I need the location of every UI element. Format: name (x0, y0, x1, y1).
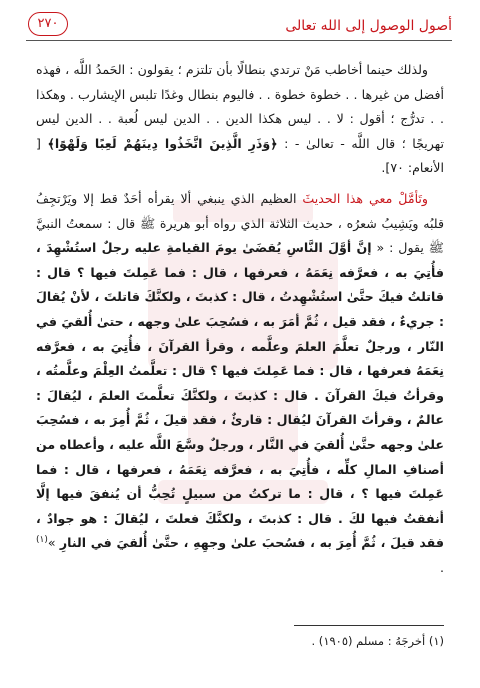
header-rule (26, 40, 452, 41)
paragraph-1 (36, 58, 444, 181)
hadith-close: » (47, 535, 60, 551)
paragraph-2 (36, 187, 444, 581)
paragraph-1-text: ولذلك حينما أخاطب مَنْ ترتدي بنطالًا بأن تلتزم ؛ يقولون : الحَمدُ اللَّه ، فهذه أفضل من غيرها . . خطوة خطوة . . فاليوم بنطال وغدًا تلبس الإيشارب . وهكذا . . تدرُّج ؛ أقول : لا . . ليس هكذا الدين . . الدين ليس لُعبة . . الدين ليس تهريجًا ؛ قال اللَّه - تعالىٰ - : (36, 62, 444, 151)
running-title: أصول الوصول إلى الله تعالى (285, 18, 452, 34)
footnote-marker: (١) (36, 535, 48, 546)
hadith-text: إنَّ أوَّلَ النَّاسِ يُقضَىٰ يومَ القيامةِ عليه رجلٌ استُشْهِدَ ، فأُتِيَ به ، فعرَّفه نِعَمَهُ ، فعرفها ، قال : فما عَمِلتَ فيها ؟ قال : قاتلتُ فيكَ حتَّىٰ استُشْهِدتُ ، قال : كذبتَ ، ولكنَّكَ قاتلتَ ، لأنْ يُقالَ : جريءٌ ، فقد قيل ، ثُمَّ أمَرَ به ، فسُحِبَ علىٰ وجهه ، حتىٰ أُلقيَ في النّار ، ورجلٌ تعلَّمَ العلمَ وعلَّمه ، وقرأ القرآنَ ، فأُتِيَ به ، فعرَّفه نِعَمَهُ فعرفها ، قال : فما عَمِلتَ فيها ؟ قال : تعلَّمتُ العِلْمَ وعلَّمتُه ، وقرأتُ فيكَ القرآنَ . قال : كذبتَ ، ولكنَّكَ تعلَّمتَ العلمَ ، ليُقالَ : عالمٌ ، وقرأتَ القرآنَ ليُقال : قارئٌ ، فقد قيلَ ، ثُمَّ أُمِرَ به ، فسُحِبَ علىٰ وجهه حتَّىٰ أُلقيَ في النَّار ، ورجلٌ وسَّعَ اللَّه عليه ، وأعطاه من أصنافِ المالِ كلِّه ، فأُتِيَ به ، فعرَّفه نِعَمَهُ ، فعرفها ، قال : فما عَمِلتَ فيها ؟ ، قال : ما تركتُ من سبيلٍ تُحِبُّ أن يُنفقَ فيها إلَّا أنفقتُ فيها لكَ . قال : كذبتَ ، ولكنَّكَ فعلتَ ، ليُقالَ : هو جوادٌ ، فقد قيلَ ، ثُمَّ أُمِرَ به ، فسُحبَ علىٰ وجهِهِ ، حتَّىٰ أُلقيَ في النارِ (36, 240, 444, 551)
main-text (36, 58, 444, 580)
verse-reference: [ الأنعام: ٧٠]. (36, 135, 444, 176)
page-header (26, 16, 452, 42)
highlighted-phrase: وتَأمَّلْ معي هذا الحديثَ (302, 190, 429, 206)
paragraph-2-end: . (439, 559, 444, 575)
quran-verse: ﴿وَذَرِ الَّذِينَ اتَّخَذُوا دِينَهُمْ لَعِبًا وَلَهْوًا﴾ (47, 135, 278, 151)
paragraph-2-intro: العظيم الذي ينبغي ألا يقرأه أحَدٌ قط إلا ويَرْتجِفُ قلبُه ويَشِيبُ شعرُه ، حديث الثلاثة الذي رواه أبو هريرة ﷺ قال : سمعتُ النبيَّ ﷺ يقول : « (36, 190, 444, 256)
footnote-separator (294, 625, 444, 626)
page-number: ٢٧٠ (28, 12, 68, 36)
footnote: (١) أخرجَهُ : مسلم (١٩٠٥) . (311, 634, 444, 648)
